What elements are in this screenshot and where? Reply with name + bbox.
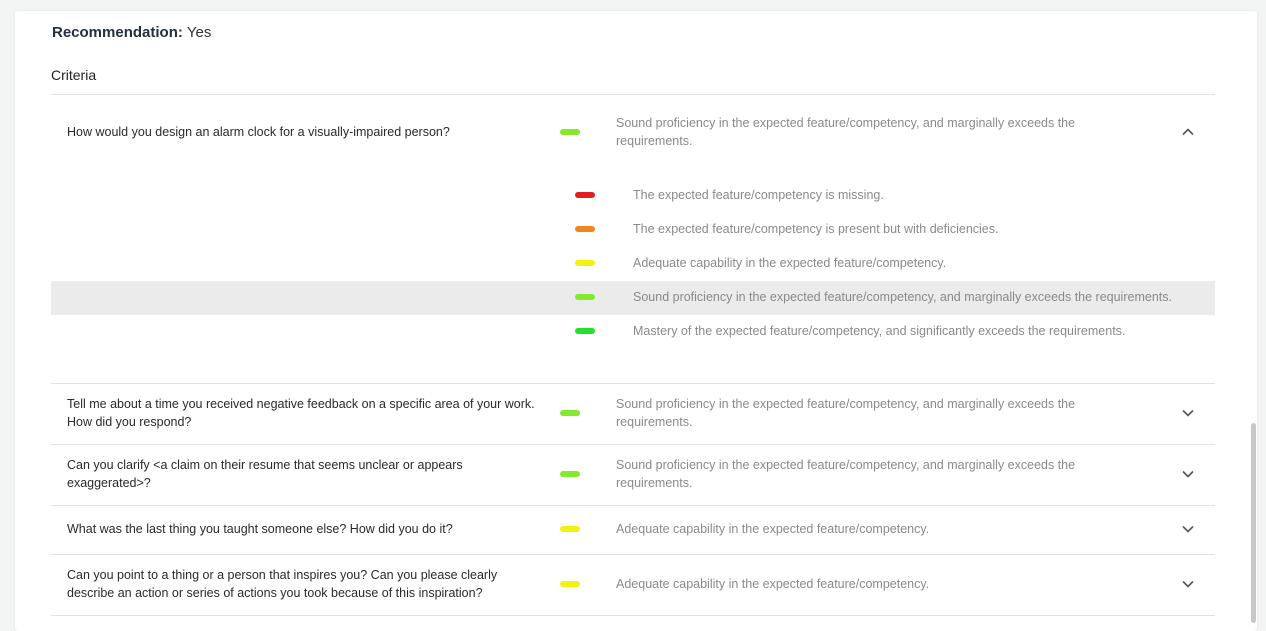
scale-option-text: Sound proficiency in the expected feature/competency, and marginally exceeds the requirements. bbox=[633, 290, 1172, 304]
rating-indicator bbox=[560, 581, 580, 587]
question-text: What was the last thing you taught someone else? How did you do it? bbox=[67, 522, 453, 536]
divider bbox=[51, 554, 1215, 555]
scale-option-text: Adequate capability in the expected feature/competency. bbox=[633, 256, 947, 270]
criteria-title: Criteria bbox=[51, 67, 97, 83]
scale-option-text: Mastery of the expected feature/competency, and significantly exceeds the requirements. bbox=[633, 324, 1126, 338]
rating-indicator bbox=[560, 410, 580, 416]
divider bbox=[51, 615, 1215, 616]
chevron-down-icon[interactable] bbox=[1181, 522, 1195, 536]
recommendation-value: Yes bbox=[186, 24, 212, 41]
scale-option-text: The expected feature/competency is present but with deficiencies. bbox=[633, 222, 999, 236]
divider bbox=[51, 94, 1215, 95]
chevron-down-icon[interactable] bbox=[1181, 406, 1195, 420]
rating-indicator bbox=[560, 129, 580, 135]
scrollbar[interactable] bbox=[1251, 423, 1256, 623]
recommendation bbox=[52, 24, 211, 41]
chevron-down-icon[interactable] bbox=[1181, 467, 1195, 481]
divider bbox=[51, 383, 1215, 384]
rating-indicator bbox=[560, 526, 580, 532]
rating-description: Adequate capability in the expected feature/competency. bbox=[616, 577, 930, 591]
rating-description: Sound proficiency in the expected feature/competency, and marginally exceeds the requirements. bbox=[616, 116, 1076, 148]
rating-description: Adequate capability in the expected feature/competency. bbox=[616, 522, 930, 536]
question-text: Tell me about a time you received negative feedback on a specific area of your work. How did you respond? bbox=[67, 397, 535, 429]
chevron-up-icon[interactable] bbox=[1181, 125, 1195, 139]
rating-indicator bbox=[575, 328, 595, 334]
scale-option-text: The expected feature/competency is missing. bbox=[633, 188, 884, 202]
rating-indicator bbox=[575, 294, 595, 300]
chevron-down-icon[interactable] bbox=[1181, 577, 1195, 591]
rating-description: Sound proficiency in the expected feature/competency, and marginally exceeds the requirements. bbox=[616, 397, 1076, 429]
rating-indicator bbox=[575, 226, 595, 232]
rating-description: Sound proficiency in the expected feature/competency, and marginally exceeds the requirements. bbox=[616, 458, 1076, 490]
rating-indicator bbox=[560, 471, 580, 477]
question-text: Can you clarify <a claim on their resume that seems unclear or appears exaggerated>? bbox=[67, 458, 463, 490]
recommendation-label: Recommendation: bbox=[52, 24, 183, 41]
question-text: Can you point to a thing or a person that inspires you? Can you please clearly describe an action or series of actions you took because of this inspiration? bbox=[67, 568, 498, 600]
rating-indicator bbox=[575, 192, 595, 198]
divider bbox=[51, 444, 1215, 445]
evaluation-card bbox=[15, 11, 1257, 631]
rating-indicator bbox=[575, 260, 595, 266]
question-text: How would you design an alarm clock for a visually-impaired person? bbox=[67, 125, 450, 139]
divider bbox=[51, 505, 1215, 506]
